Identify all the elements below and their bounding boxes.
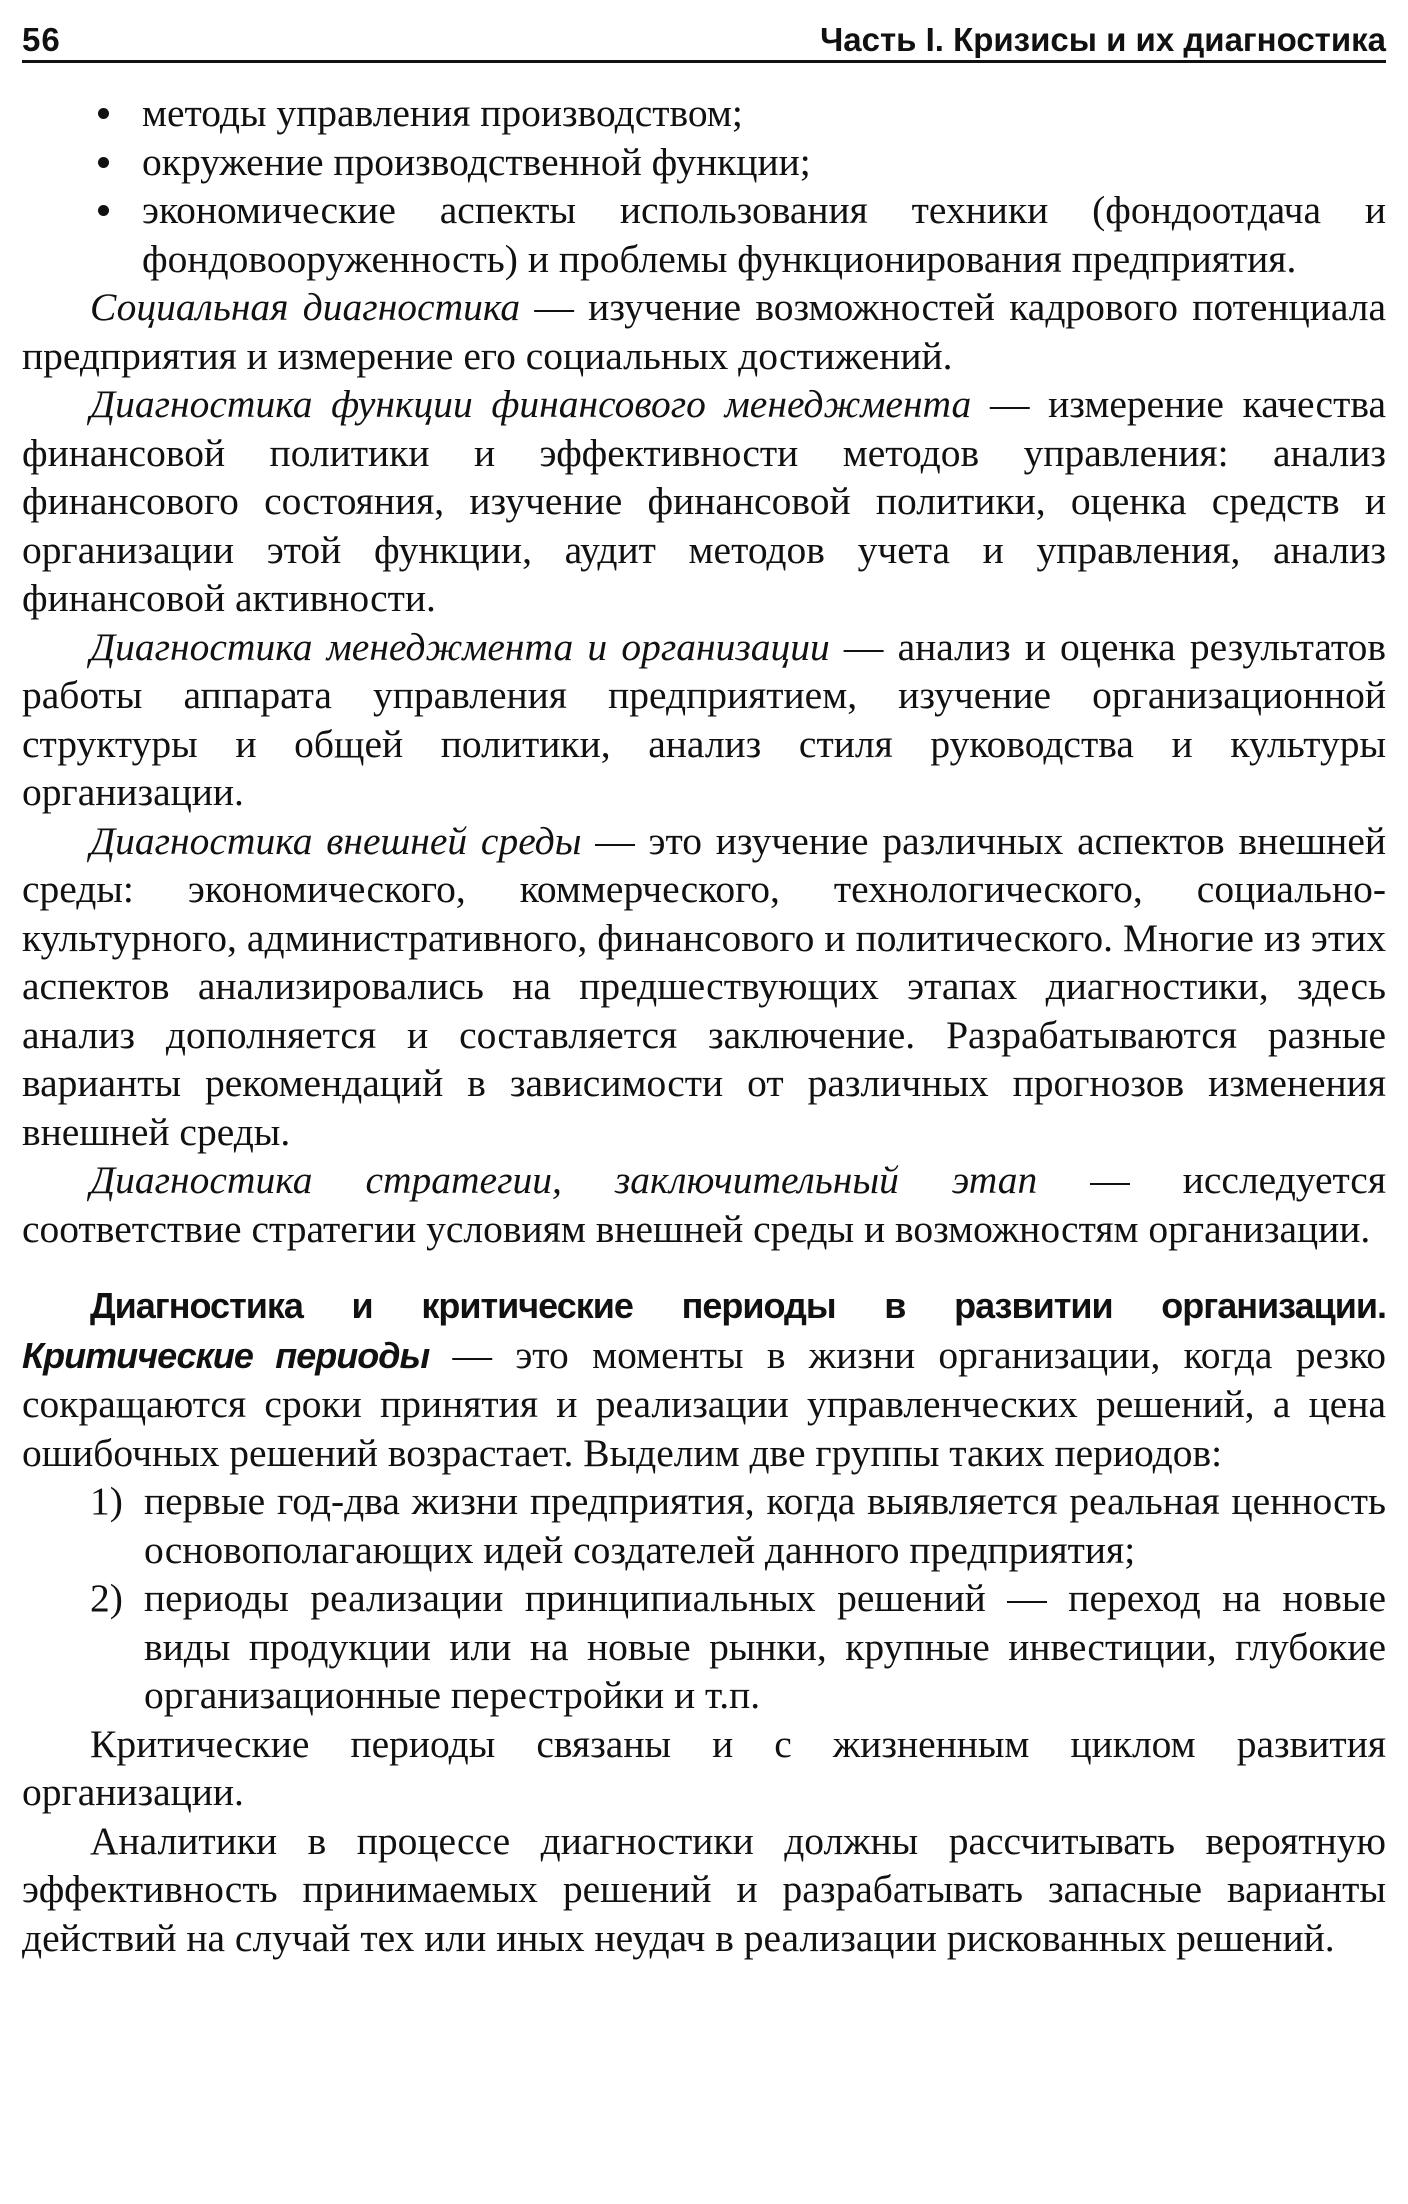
section-paragraph (22, 1281, 1386, 1477)
definition-text: — изучение возможностей кадрового потенциала предприятия и измерение его социальных достижений. (22, 285, 1386, 378)
definition-term: Диагностика стратегии, заключительный этап (90, 1158, 1038, 1202)
definition-text: — это изучение различных аспектов внешней среды: экономического, коммерческого, технологического, социально-культурного, административного, финансового и политического. Многие из этих аспектов анализировались на предшествующих этапах диагностики, здесь анализ дополняется и составляется заключение. Разрабатываются разные варианты рекомендаций в зависимости от различных прогнозов изменения внешней среды. (22, 818, 1386, 1154)
item-number: 1) (90, 1479, 123, 1523)
numbered-item (90, 1477, 1386, 1574)
chapter-title: Часть I. Кризисы и их диагностика (820, 21, 1386, 58)
definition-term: Социальная диагностика (90, 285, 521, 329)
bullet-item: окружение производственной функции; (90, 138, 1386, 187)
definition-paragraph (22, 380, 1386, 623)
bullet-list (22, 89, 1386, 283)
section-term: Критические периоды (22, 1334, 430, 1376)
definition-paragraph (22, 1156, 1386, 1253)
book-page (22, 14, 1386, 1962)
item-text: первые год-два жизни предприятия, когда выявляется реальная ценность основополагающих идей создателей данного предприятия; (144, 1479, 1386, 1572)
definition-paragraph (22, 817, 1386, 1157)
numbered-list (22, 1477, 1386, 1720)
section-text: — это моменты в жизни организации, когда резко сокращаются сроки принятия и реализации управленческих решений, а цена ошибочных решений возрастает. Выделим две группы таких периодов: (22, 1332, 1387, 1475)
definition-text: — исследуется соответствие стратегии условиям внешней среды и возможностям организации. (22, 1158, 1386, 1251)
page-body (22, 89, 1386, 1962)
item-text: периоды реализации принципиальных решений — переход на новые виды продукции или на новые рынки, крупные инвестиции, глубокие организационные перестройки и т.п. (144, 1576, 1386, 1717)
definition-text: — анализ и оценка результатов работы аппарата управления предприятием, изучение организационной структуры и общей политики, анализ стиля руководства и культуры организации. (22, 624, 1387, 814)
definition-text: — измерение качества финансовой политики и эффективности методов управления: анализ финансового состояния, изучение финансовой политики, оценка средств и организации этой функции, аудит методов учета и управления, анализ финансовой активности. (22, 382, 1387, 620)
section-heading: Диагностика и критические периоды в развитии организации. (90, 1285, 1386, 1326)
closing-paragraph: Аналитики в процессе диагностики должны рассчитывать вероятную эффективность принимаемых решений и разрабатывать запасные варианты действий на случай тех или иных неудач в реализации рискованных решений. (22, 1818, 1386, 1960)
definition-term: Диагностика менеджмента и организации (90, 624, 830, 669)
page-number: 56 (22, 21, 61, 58)
item-number: 2) (90, 1576, 123, 1620)
definition-paragraph (22, 623, 1386, 817)
definition-paragraph (22, 283, 1386, 380)
definition-term: Диагностика внешней среды (90, 818, 582, 863)
definition-term: Диагностика функции финансового менеджмента (90, 382, 972, 426)
bullet-item: методы управления производством; (90, 89, 1386, 138)
closing-paragraph: Критические периоды связаны и с жизненным циклом развития организации. (22, 1721, 1386, 1814)
numbered-item (90, 1574, 1386, 1720)
bullet-item: экономические аспекты использования техники (фондоотдача и фондовооруженность) и проблемы функционирования предприятия. (90, 186, 1386, 283)
running-head (22, 14, 1386, 63)
